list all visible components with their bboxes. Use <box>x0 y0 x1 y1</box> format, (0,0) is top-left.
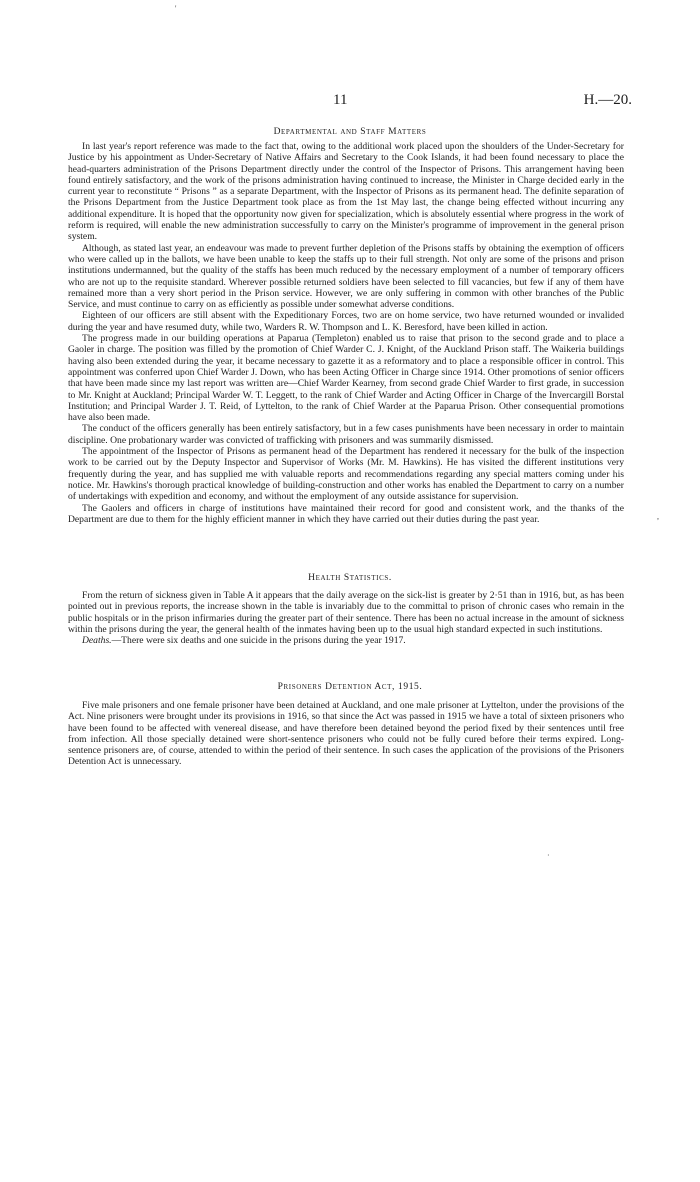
scan-mark: , <box>657 512 659 521</box>
deaths-label: Deaths. <box>82 635 112 647</box>
paragraph: Eighteen of our officers are still absent with the Expeditionary Forces, two are on home service, two have returned wounded or invalided during the year and have resumed duty, while two, Warders R. W. Thompson and L. K. Beresford, have been killed in action. <box>68 310 624 333</box>
document-reference: H.—20. <box>583 92 632 108</box>
paragraph: Although, as stated last year, an endeavour was made to prevent further depletion of the Prisons staffs by obtaining the exemption of officers who were called up in the ballots, we have been unable to keep the staffs up to their full strength. Not only are some of the prisons and prison institutions undermanned, but the quality of the staffs has been much reduced by the necessary employment of a number of temporary officers who are not up to the requisite standard. Wherever possible returned soldiers have been selected to fill vacancies, but few if any of them have remained more than a very short period in the Prison service. However, we are only suffering in common with other branches of the Public Service, and must continue to carry on as efficiently as possible under somewhat adverse conditions. <box>68 242 624 311</box>
section-heading-health: Health Statistics. <box>308 573 392 583</box>
section-body-departmental <box>68 141 624 525</box>
section-heading-departmental: Departmental and Staff Matters <box>273 127 427 137</box>
deaths-text: —There were six deaths and one suicide in the prisons during the year 1917. <box>111 635 406 647</box>
deaths-paragraph <box>68 635 624 646</box>
page-number: 11 <box>333 92 348 108</box>
paragraph: The appointment of the Inspector of Prisons as permanent head of the Department has rendered it necessary for the bulk of the inspection work to be carried out by the Deputy Inspector and Supervisor of Works (Mr. M. Hawkins). He has visited the different institutions very frequently during the year, and has supplied me with valuable reports and recommendations regarding any special matters coming under his notice. Mr. Hawkins's thorough practical knowledge of building-construction and other works has enabled the Department to carry on a number of undertakings with expedition and economy, and without the employment of any outside assistance for supervision. <box>68 446 624 503</box>
paragraph: The progress made in our building operations at Paparua (Templeton) enabled us to raise that prison to the second grade and to place a Gaoler in charge. The position was filled by the promotion of Chief Warder C. J. Knight, of the Auckland Prison staff. The Waikeria buildings having also been extended during the year, it became necessary to gazette it as a reformatory and to place a responsible officer in control. This appointment was conferred upon Chief Warder J. Down, who has been Acting Officer in Charge since 1914. Other promotions of senior officers that have been made since my last report was written are—Chief Warder Kearney, from second grade Chief Warder to first grade, in succession to Mr. Knight at Auckland; Principal Warder W. T. Leggett, to the rank of Chief Warder and Acting Officer in Charge of the Invercargill Borstal Institution; and Principal Warder J. T. Reid, of Lyttelton, to the rank of Chief Warder at the Paparua Prison. Other consequential promotions have also been made. <box>68 333 624 424</box>
section-body-health <box>68 590 624 646</box>
paragraph: In last year's report reference was made to the fact that, owing to the additional work placed upon the shoulders of the Under-Secretary for Justice by his appointment as Under-Secretary of Native Affairs and Secretary to the Cook Islands, it had been found necessary to place the head-quarters administration of the Prisons Department directly under the control of the Inspector of Prisons. This arrangement having been found entirely satisfactory, and the work of the prisons administration having continued to increase, the Minister in Charge decided early in the current year to reconstitute “ Prisons ” as a separate Department, with the Inspector of Prisons as its permanent head. The definite separation of the Prisons Department from the Justice Department took place as from the 1st May last, the change being effected without incurring any additional expenditure. It is hoped that the opportunity now given for specialization, which is absolutely essential where progress in the work of reform is required, will enable the new administration successfully to carry on the Minister's programme of improvement in the general prison system. <box>68 141 624 243</box>
section-heading-detention-act: Prisoners Detention Act, 1915. <box>277 682 423 692</box>
scan-mark: · <box>547 851 550 860</box>
paragraph: Five male prisoners and one female prisoner have been detained at Auckland, and one male prisoner at Lyttelton, under the provisions of the Act. Nine prisoners were brought under its provisions in 1916, so that since the Act was passed in 1915 we have a total of sixteen prisoners who have been found to be affected with venereal disease, and have therefore been detained beyond the period fixed by their sentences until free from infection. All those specially detained were short-sentence prisoners who could not be fully cured before their terms expired. Long-sentence prisoners are, of course, attended to within the period of their sentence. In such cases the application of the provisions of the Prisoners Detention Act is unnecessary. <box>68 700 624 768</box>
paragraph: From the return of sickness given in Table A it appears that the daily average on the sick-list is greater by 2·51 than in 1916, but, as has been pointed out in previous reports, the increase shown in the table is invariably due to the committal to prison of chronic cases who remain in the public hospitals or in the prison infirmaries during the greater part of their sentence. There has been no actual increase in the amount of sickness within the prisons during the year, the general health of the inmates having been up to the usual high standard expected in such institutions. <box>68 590 624 635</box>
scan-mark: ' <box>175 4 177 13</box>
paragraph: The Gaolers and officers in charge of institutions have maintained their record for good and consistent work, and the thanks of the Department are due to them for the highly efficient manner in which they have carried out their duties during the past year. <box>68 502 624 525</box>
section-body-detention-act <box>68 700 624 768</box>
paragraph: The conduct of the officers generally has been entirely satisfactory, but in a few cases punishments have been necessary in order to maintain discipline. One probationary warder was convicted of trafficking with prisoners and was summarily dismissed. <box>68 423 624 446</box>
